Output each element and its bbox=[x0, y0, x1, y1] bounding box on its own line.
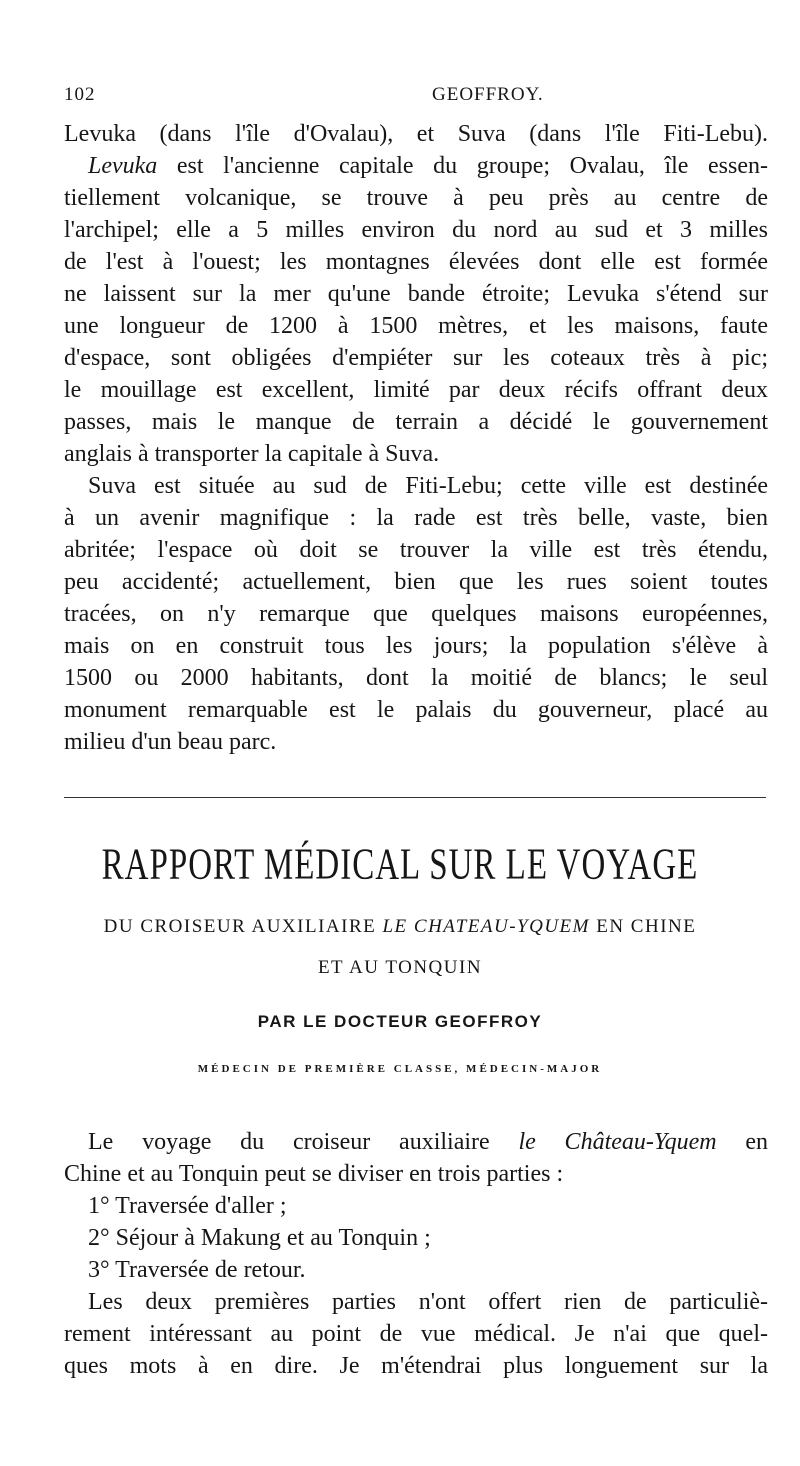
text-span: est l'ancienne capitale du groupe; Ovalau, île essen- bbox=[157, 153, 768, 179]
page-header bbox=[64, 84, 764, 110]
page-number: 102 bbox=[64, 84, 96, 105]
author-rank: MÉDECIN DE PREMIÈRE CLASSE, MÉDECIN-MAJOR bbox=[197, 1063, 603, 1075]
ship-name: le Château-Yquem bbox=[518, 1129, 717, 1155]
text-line: abritée; l'espace où doit se trouver la ville est très étendu, bbox=[64, 537, 768, 563]
article-subtitle-line-1 bbox=[0, 916, 800, 938]
text-line: à un avenir magnifique : la rade est très belle, vaste, bien bbox=[64, 505, 768, 531]
running-title: GEOFFROY. bbox=[432, 84, 544, 105]
text-line: Les deux premières parties n'ont offert rien de particuliè- bbox=[88, 1289, 768, 1315]
text-span: Le voyage du croiseur auxiliaire bbox=[88, 1129, 519, 1155]
text-line: anglais à transporter la capitale à Suva. bbox=[64, 441, 440, 467]
article-subtitle-line-2: ET AU TONQUIN bbox=[317, 957, 483, 978]
text-line: Levuka (dans l'île d'Ovalau), et Suva (dans l'île Fiti-Lebu). bbox=[64, 121, 768, 147]
list-item: 3° Traversée de retour. bbox=[88, 1257, 306, 1283]
text-line bbox=[88, 1126, 768, 1158]
text-line: une longueur de 1200 à 1500 mètres, et les maisons, faute bbox=[64, 313, 768, 339]
text-line: monument remarquable est le palais du gouverneur, placé au bbox=[64, 697, 768, 723]
text-span: EN CHINE bbox=[589, 916, 697, 937]
text-line bbox=[64, 150, 768, 182]
list-item: 2° Séjour à Makung et au Tonquin ; bbox=[88, 1225, 431, 1251]
text-line: tiellement volcanique, se trouve à peu près au centre de bbox=[64, 185, 768, 211]
text-line: de l'est à l'ouest; les montagnes élevées dont elle est formée bbox=[64, 249, 768, 275]
text-line: Chine et au Tonquin peut se diviser en trois parties : bbox=[64, 1161, 564, 1187]
article-title: RAPPORT MÉDICAL SUR LE VOYAGE bbox=[101, 840, 699, 890]
text-line: peu accidenté; actuellement, bien que les rues soient toutes bbox=[64, 569, 768, 595]
text-span: en bbox=[716, 1129, 768, 1155]
text-span: DU CROISEUR AUXILIAIRE bbox=[103, 916, 383, 937]
text-line: 1500 ou 2000 habitants, dont la moitié de blancs; le seul bbox=[64, 665, 768, 691]
ship-name: LE CHATEAU-YQUEM bbox=[382, 916, 590, 937]
text-line: l'archipel; elle a 5 milles environ du nord au sud et 3 milles bbox=[64, 217, 768, 243]
author-byline: PAR LE DOCTEUR GEOFFROY bbox=[257, 1012, 543, 1031]
text-line: Suva est située au sud de Fiti-Lebu; cette ville est destinée bbox=[88, 473, 768, 499]
list-item: 1° Traversée d'aller ; bbox=[88, 1193, 287, 1219]
text-line: tracées, on n'y remarque que quelques maisons européennes, bbox=[64, 601, 768, 627]
text-line: milieu d'un beau parc. bbox=[64, 729, 277, 755]
text-line: d'espace, sont obligées d'empiéter sur les coteaux très à pic; bbox=[64, 345, 768, 371]
text-line: le mouillage est excellent, limité par deux récifs offrant deux bbox=[64, 377, 768, 403]
italic-word: Levuka bbox=[88, 153, 158, 179]
section-divider bbox=[64, 797, 766, 798]
text-line: ques mots à en dire. Je m'étendrai plus longuement sur la bbox=[64, 1353, 768, 1379]
text-line: rement intéressant au point de vue médical. Je n'ai que quel- bbox=[64, 1321, 768, 1347]
text-line: ne laissent sur la mer qu'une bande étroite; Levuka s'étend sur bbox=[64, 281, 768, 307]
text-line: mais on en construit tous les jours; la population s'élève à bbox=[64, 633, 768, 659]
text-line: passes, mais le manque de terrain a décidé le gouvernement bbox=[64, 409, 768, 435]
